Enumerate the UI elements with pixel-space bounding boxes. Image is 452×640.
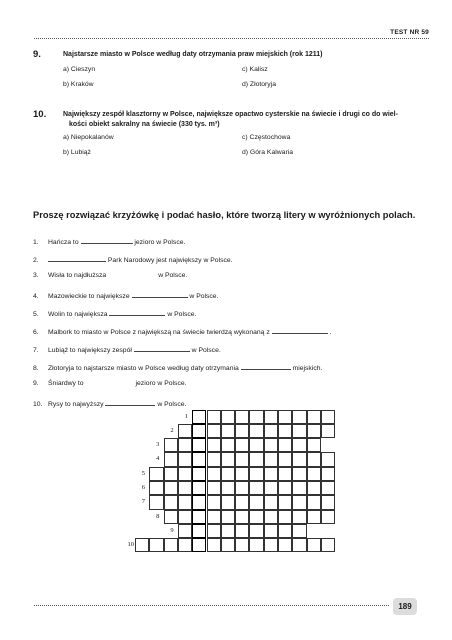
crossword-cell[interactable]: [249, 538, 263, 552]
crossword-row-number: 5: [141, 469, 146, 477]
crossword-instruction: Proszę rozwiązać krzyżówkę i podać hasło, które tworzą litery w wyróżnionych polach.: [33, 210, 416, 220]
crossword-cell[interactable]: [307, 495, 321, 509]
crossword-cell[interactable]: [235, 481, 249, 495]
crossword-cell[interactable]: [207, 481, 221, 495]
clue-7: [33, 344, 221, 354]
crossword-cell[interactable]: [221, 524, 235, 538]
crossword-cell[interactable]: [278, 495, 292, 509]
crossword-cell[interactable]: [249, 438, 263, 452]
clue-5: [33, 308, 196, 318]
answer-blank[interactable]: [109, 308, 165, 316]
crossword-password-cell[interactable]: [192, 481, 206, 495]
q10-option-b[interactable]: b) Lubiąż: [63, 149, 91, 156]
crossword-cell[interactable]: [249, 495, 263, 509]
crossword-row-number: 8: [156, 512, 160, 520]
crossword-cell[interactable]: [307, 424, 321, 438]
question-9-text: Najstarsze miasto w Polsce według daty otrzymania praw miejskich (rok 1211): [63, 51, 323, 58]
top-dotted-divider: [34, 38, 429, 39]
crossword-row-number: 4: [156, 455, 160, 463]
crossword-cell[interactable]: [221, 538, 235, 552]
crossword-cell[interactable]: [207, 524, 221, 538]
crossword-password-cell[interactable]: [192, 424, 206, 438]
crossword-password-cell[interactable]: [192, 467, 206, 481]
clue-4: [33, 290, 218, 300]
crossword-cell[interactable]: [264, 452, 278, 466]
crossword-cell[interactable]: [278, 510, 292, 524]
clue-text-before: Wolin to największa: [48, 311, 108, 318]
crossword-cell[interactable]: [292, 438, 306, 452]
crossword-cell[interactable]: [264, 481, 278, 495]
crossword-cell[interactable]: [235, 538, 249, 552]
clue-number: 6.: [33, 329, 39, 336]
crossword-cell[interactable]: [264, 524, 278, 538]
crossword-cell[interactable]: [178, 438, 192, 452]
clue-number: 10.: [33, 401, 43, 408]
clue-10: [33, 398, 186, 408]
clue-8: [33, 362, 322, 372]
crossword-cell[interactable]: [235, 424, 249, 438]
crossword-cell[interactable]: [292, 538, 306, 552]
crossword-cell[interactable]: [292, 452, 306, 466]
crossword-row-number: 2: [170, 426, 174, 434]
clue-text-after: Park Narodowy jest największy w Polsce.: [107, 257, 233, 264]
clue-text-before: Rysy to najwyższy: [48, 401, 104, 408]
clue-text-after: .: [329, 329, 332, 336]
crossword-cell[interactable]: [278, 538, 292, 552]
clue-text-after: w Polsce.: [189, 293, 219, 300]
clue-text-before: Malbork to miasto w Polsce z największą na świecie twierdzą wykonaną z: [48, 329, 270, 336]
question-9-number: 9.: [33, 49, 41, 60]
crossword-cell[interactable]: [221, 410, 235, 424]
crossword-cell[interactable]: [307, 481, 321, 495]
crossword-cell[interactable]: [235, 452, 249, 466]
q10-option-d[interactable]: d) Góra Kalwaria: [242, 149, 293, 156]
crossword-cell[interactable]: [164, 510, 178, 524]
question-10-number: 10.: [33, 109, 47, 120]
crossword-cell[interactable]: [249, 424, 263, 438]
crossword-cell[interactable]: [264, 410, 278, 424]
crossword-cell[interactable]: [249, 410, 263, 424]
crossword-cell[interactable]: [149, 481, 163, 495]
crossword-cell[interactable]: [164, 452, 178, 466]
q10-option-a[interactable]: a) Niepokalanów: [63, 134, 114, 141]
clue-3: [33, 272, 187, 279]
crossword-cell[interactable]: [321, 410, 335, 424]
crossword-cell[interactable]: [235, 510, 249, 524]
crossword-cell[interactable]: [164, 438, 178, 452]
clue-text-before: Śniardwy to: [48, 380, 84, 387]
crossword-cell[interactable]: [264, 438, 278, 452]
crossword-cell[interactable]: [235, 410, 249, 424]
crossword-cell[interactable]: [221, 495, 235, 509]
answer-blank[interactable]: [241, 362, 291, 370]
crossword-cell[interactable]: [178, 538, 192, 552]
crossword-cell[interactable]: [164, 538, 178, 552]
crossword-cell[interactable]: [221, 481, 235, 495]
crossword-password-cell[interactable]: [192, 510, 206, 524]
crossword-cell[interactable]: [221, 452, 235, 466]
q9-option-b[interactable]: b) Kraków: [63, 81, 94, 88]
crossword-cell[interactable]: [164, 481, 178, 495]
crossword-cell[interactable]: [292, 510, 306, 524]
clue-1: [33, 236, 185, 246]
crossword-cell[interactable]: [321, 538, 335, 552]
answer-blank[interactable]: [81, 236, 133, 244]
crossword-cell[interactable]: [307, 510, 321, 524]
crossword-cell[interactable]: [321, 481, 335, 495]
crossword-password-cell[interactable]: [192, 452, 206, 466]
crossword-cell[interactable]: [207, 510, 221, 524]
q9-option-d[interactable]: d) Złotoryja: [242, 81, 276, 88]
crossword-row-number: 1: [184, 412, 188, 420]
crossword-cell[interactable]: [278, 467, 292, 481]
clue-text-after: w Polsce.: [158, 272, 188, 279]
crossword-cell[interactable]: [164, 495, 178, 509]
crossword-cell[interactable]: [207, 495, 221, 509]
crossword-cell[interactable]: [249, 510, 263, 524]
clue-text-after: w Polsce.: [167, 311, 197, 318]
q10-option-c[interactable]: c) Częstochowa: [242, 134, 291, 141]
crossword-password-cell[interactable]: [192, 495, 206, 509]
q9-option-a[interactable]: a) Cieszyn: [63, 66, 96, 73]
crossword-cell[interactable]: [321, 452, 335, 466]
q9-option-c[interactable]: c) Kalisz: [242, 66, 268, 73]
crossword-cell[interactable]: [207, 438, 221, 452]
crossword-cell[interactable]: [221, 438, 235, 452]
crossword-cell[interactable]: [149, 467, 163, 481]
crossword-cell[interactable]: [264, 467, 278, 481]
crossword-cell[interactable]: [221, 424, 235, 438]
crossword-password-cell[interactable]: [192, 410, 206, 424]
crossword-password-cell[interactable]: [192, 538, 206, 552]
answer-blank[interactable]: [272, 326, 328, 334]
crossword-cell[interactable]: [178, 495, 192, 509]
crossword-row-number: 3: [156, 441, 160, 449]
crossword-cell[interactable]: [278, 438, 292, 452]
crossword-cell[interactable]: [149, 538, 163, 552]
answer-blank[interactable]: [132, 290, 188, 298]
clue-text-after: w Polsce.: [157, 401, 187, 408]
crossword-row-number: 7: [141, 498, 146, 506]
clue-6: [33, 326, 331, 336]
crossword-cell[interactable]: [178, 510, 192, 524]
crossword-cell[interactable]: [264, 510, 278, 524]
crossword-row-number: 6: [141, 484, 146, 491]
crossword-cell[interactable]: [292, 495, 306, 509]
crossword-cell[interactable]: [164, 467, 178, 481]
crossword-cell[interactable]: [207, 467, 221, 481]
crossword-cell[interactable]: [278, 424, 292, 438]
crossword-cell[interactable]: [278, 481, 292, 495]
crossword-cell[interactable]: [207, 538, 221, 552]
clue-9: [33, 380, 187, 387]
crossword-cell[interactable]: [249, 524, 263, 538]
clue-text-after: jezioro w Polsce.: [135, 380, 187, 387]
test-number-label: TEST NR 59: [390, 29, 429, 36]
crossword-cell[interactable]: [321, 467, 335, 481]
clue-text-before: Złotoryja to najstarsze miasto w Polsce według daty otrzymania: [48, 365, 239, 372]
page-number: 189: [393, 598, 417, 615]
answer-blank[interactable]: [48, 254, 106, 262]
clue-text-after: w Polsce.: [191, 347, 221, 354]
crossword-cell[interactable]: [264, 538, 278, 552]
crossword-cell[interactable]: [307, 467, 321, 481]
crossword-cell[interactable]: [178, 467, 192, 481]
crossword-cell[interactable]: [235, 495, 249, 509]
crossword-cell[interactable]: [278, 524, 292, 538]
question-10-text-line2: kości obiekt sakralny na świecie (330 tys. m³): [69, 121, 220, 128]
clue-text-after: jezioro w Polsce.: [134, 239, 186, 246]
clue-number: 1.: [33, 239, 39, 246]
crossword-cell[interactable]: [249, 481, 263, 495]
crossword-cell[interactable]: [221, 510, 235, 524]
clue-text-before: Mazowieckie to największe: [48, 293, 130, 300]
crossword-cell[interactable]: [207, 410, 221, 424]
crossword-cell[interactable]: [178, 424, 192, 438]
clue-text-before: Lubiąż to największy zespół: [48, 347, 132, 354]
crossword-cell[interactable]: [307, 452, 321, 466]
clue-number: 9.: [33, 380, 39, 387]
clue-number: 3.: [33, 272, 39, 279]
crossword-row-number: 9: [170, 526, 174, 534]
crossword-cell[interactable]: [149, 495, 163, 509]
crossword-cell[interactable]: [278, 410, 292, 424]
clue-number: 2.: [33, 257, 39, 264]
crossword-password-cell[interactable]: [192, 524, 206, 538]
crossword-cell[interactable]: [249, 452, 263, 466]
crossword-cell[interactable]: [235, 467, 249, 481]
crossword-cell[interactable]: [278, 452, 292, 466]
crossword-cell[interactable]: [307, 410, 321, 424]
crossword-cell[interactable]: [321, 510, 335, 524]
crossword-cell[interactable]: [292, 467, 306, 481]
crossword-cell[interactable]: [292, 424, 306, 438]
crossword-cell[interactable]: [292, 410, 306, 424]
crossword-cell[interactable]: [307, 438, 321, 452]
crossword-cell[interactable]: [207, 452, 221, 466]
crossword-cell[interactable]: [221, 467, 235, 481]
crossword-cell[interactable]: [235, 438, 249, 452]
crossword-cell[interactable]: [264, 424, 278, 438]
crossword-cell[interactable]: [307, 538, 321, 552]
answer-blank[interactable]: [105, 398, 155, 406]
clue-text-after: miejskich.: [292, 365, 323, 372]
clue-2: [33, 254, 233, 264]
clue-number: 7.: [33, 347, 39, 354]
crossword-password-cell[interactable]: [192, 438, 206, 452]
clue-number: 5.: [33, 311, 39, 318]
crossword-cell[interactable]: [249, 467, 263, 481]
answer-blank[interactable]: [134, 344, 190, 352]
clue-text-before: Wisła to najdłuższa: [48, 272, 107, 279]
crossword-cell[interactable]: [264, 495, 278, 509]
crossword-cell[interactable]: [321, 495, 335, 509]
clue-number: 8.: [33, 365, 39, 372]
crossword-row-number: 10: [127, 541, 134, 549]
crossword-cell[interactable]: [321, 424, 335, 438]
question-10-text-line1: Największy zespół klasztorny w Polsce, największe opactwo cysterskie na świecie i drugi co do wiel-: [63, 111, 398, 118]
crossword-cell[interactable]: [135, 538, 149, 552]
crossword-cell[interactable]: [178, 452, 192, 466]
crossword-cell[interactable]: [178, 481, 192, 495]
crossword-cell[interactable]: [207, 424, 221, 438]
crossword-cell[interactable]: [292, 481, 306, 495]
clue-number: 4.: [33, 293, 39, 300]
crossword-cell[interactable]: [235, 524, 249, 538]
bottom-dotted-divider: [34, 605, 389, 606]
crossword-cell[interactable]: [292, 524, 306, 538]
crossword-cell[interactable]: [178, 524, 192, 538]
clue-text-before: Hańcza to: [48, 239, 79, 246]
